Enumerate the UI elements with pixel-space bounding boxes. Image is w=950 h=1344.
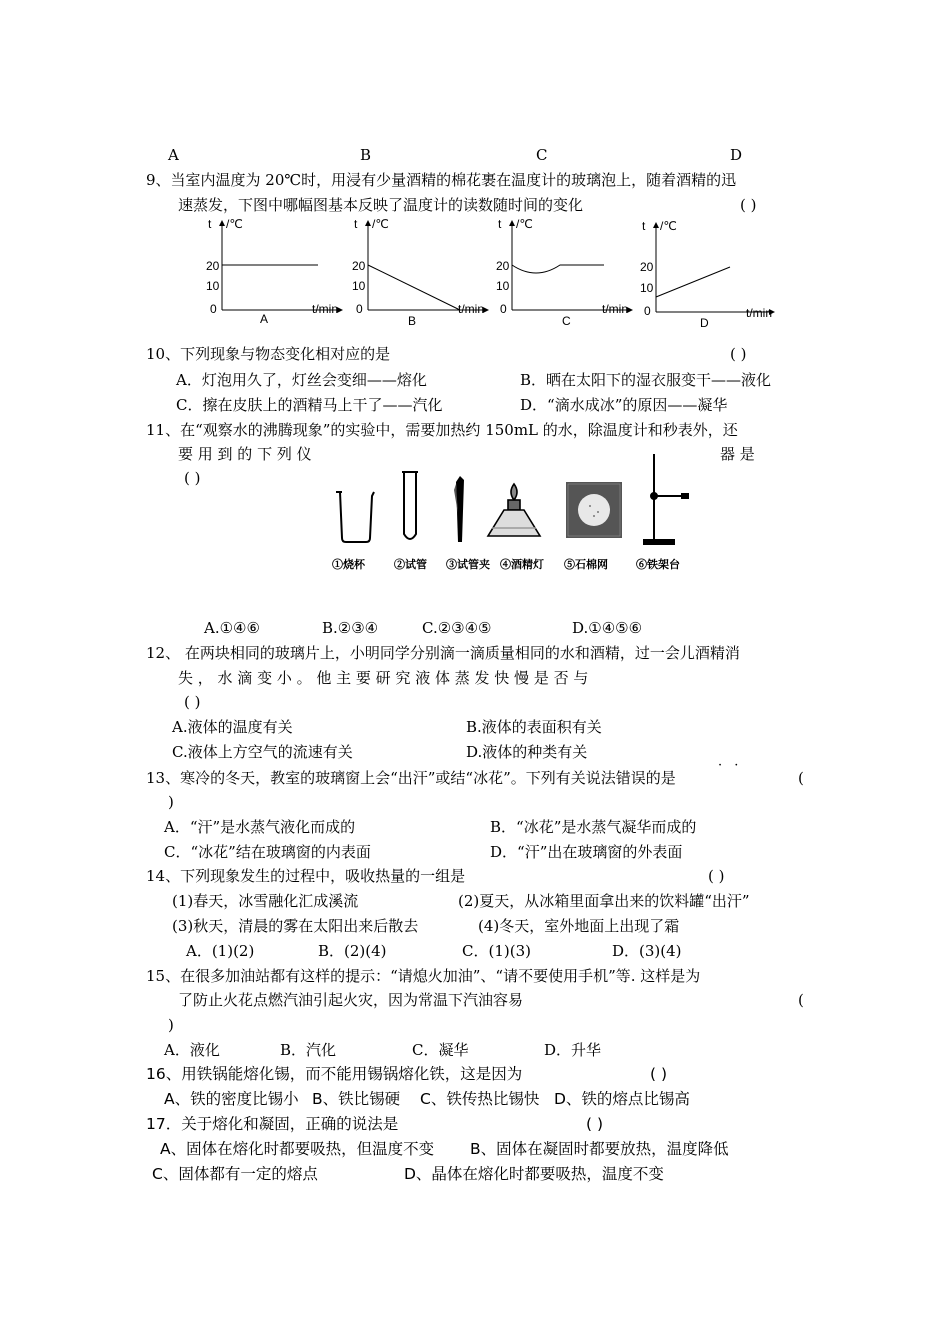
chart-c-tick-0: 0 (500, 302, 507, 316)
q12-option-b: B.液体的表面积有关 (466, 718, 602, 736)
chart-d-tick-20: 20 (640, 260, 654, 274)
chart-b-tick-20: 20 (352, 259, 366, 273)
q13-paren-close: ) (168, 793, 174, 811)
q10-option-b: B．晒在太阳下的湿衣服变干——液化 (520, 371, 772, 389)
q12-line2: 失 ， 水 滴 变 小 。 他 主 要 研 究 液 体 蒸 发 快 慢 是 否 与 (178, 669, 589, 687)
chart-d-yunit: /℃ (660, 219, 677, 233)
chart-c-yunit: /℃ (516, 217, 533, 231)
top-option-c: C (536, 146, 548, 164)
asbestos-gauze-icon (566, 482, 622, 538)
chart-b (352, 217, 486, 328)
q14-statement-1: (1)春天，冰雪融化汇成溪流 (172, 892, 359, 910)
chart-b-ylabel: t (354, 217, 358, 231)
q10-stem: 10、下列现象与物态变化相对应的是 (146, 345, 391, 363)
q16-option-d: D、铁的熔点比锡高 (554, 1090, 690, 1108)
chart-a-tick-0: 0 (210, 302, 217, 316)
q11-option-d: D.①④⑤⑥ (572, 619, 643, 637)
q16-option-a: A、铁的密度比锡小 (164, 1090, 299, 1108)
q12-option-a: A.液体的温度有关 (172, 718, 293, 736)
chart-c (496, 217, 630, 328)
q12-option-d: D.液体的种类有关 (466, 743, 588, 761)
chart-a-label: A (260, 312, 269, 326)
q9-paren: ( ) (740, 196, 757, 214)
chart-b-tick-10: 10 (352, 279, 366, 293)
q13-option-a: A．“汗”是水蒸气液化而成的 (164, 818, 356, 836)
q11-line2-left: 要 用 到 的 下 列 仪 (178, 445, 312, 463)
chart-d-tick-0: 0 (644, 304, 651, 318)
q11-option-a: A.①④⑥ (204, 619, 260, 637)
chart-b-label: B (408, 314, 417, 328)
top-option-b: B (360, 146, 372, 164)
chart-c-label: C (562, 314, 571, 328)
chart-d-xlabel: t/min (746, 306, 773, 320)
apparatus-label-3: ③试管夹 (446, 558, 490, 571)
q15-option-a: A．液化 (164, 1041, 220, 1059)
q12-option-c: C.液体上方空气的流速有关 (172, 743, 353, 761)
q14-stem: 14、下列现象发生的过程中，吸收热量的一组是 (146, 867, 466, 885)
q11-option-b: B.②③④ (322, 619, 379, 637)
q9-line2: 速蒸发，下图中哪幅图基本反映了温度计的读数随时间的变化 (178, 196, 584, 214)
apparatus-label-6: ⑥铁架台 (636, 558, 680, 571)
chart-c-xlabel: t/min (602, 302, 629, 316)
q16-paren: ( ) (650, 1065, 668, 1083)
chart-d-curve (656, 267, 730, 297)
q11-line2-right: 器 是 (720, 445, 755, 463)
chart-b-yunit: /℃ (372, 217, 389, 231)
q12-line1: 12、 在两块相同的玻璃片上，小明同学分别滴一滴质量相同的水和酒精，过一会儿酒精消 (146, 644, 740, 662)
q13-option-d: D．“汗”出在玻璃窗的外表面 (490, 843, 683, 861)
apparatus-label-2: ②试管 (394, 558, 427, 571)
chart-a-xlabel: t/min (312, 302, 339, 316)
q11-option-c: C.②③④⑤ (422, 619, 492, 637)
q10-paren: ( ) (730, 345, 747, 363)
apparatus-figure (328, 444, 708, 578)
q11-paren: ( ) (184, 469, 201, 487)
q10-option-c: C．擦在皮肤上的酒精马上干了——汽化 (176, 396, 443, 414)
q12-paren: ( ) (184, 693, 201, 711)
chart-a (206, 217, 340, 326)
q9-line1: 9、当室内温度为 20℃时，用浸有少量酒精的棉花裹在温度计的玻璃泡上，随着酒精的迅 (146, 171, 737, 189)
q17-option-d: D、晶体在熔化时都要吸热，温度不变 (404, 1165, 664, 1183)
q14-option-d: D．(3)(4) (612, 942, 682, 960)
q13-stem: 13、寒冷的冬天，教室的玻璃窗上会“出汗”或结“冰花”。下列有关说法错误的是 (146, 769, 676, 787)
q17-option-a: A、固体在熔化时都要吸热，但温度不变 (160, 1140, 435, 1158)
top-option-a: A (168, 146, 179, 164)
top-option-d: D (730, 146, 743, 164)
q15-option-c: C．凝华 (412, 1041, 469, 1059)
q15-paren-close: ) (168, 1016, 174, 1034)
q17-stem: 17．关于熔化和凝固，正确的说法是 (146, 1115, 399, 1133)
q15-option-b: B．汽化 (280, 1041, 337, 1059)
q11-line1: 11、在“观察水的沸腾现象”的实验中，需要加热约 150mL 的水，除温度计和秒表外，还 (146, 421, 738, 439)
chart-b-xlabel: t/min (458, 302, 485, 316)
q14-statement-3: (3)秋天，清晨的雾在太阳出来后散去 (172, 917, 419, 935)
q16-option-b: B、铁比锡硬 (312, 1090, 401, 1108)
beaker-icon (336, 492, 374, 542)
apparatus-label-1: ①烧杯 (332, 558, 365, 571)
q14-statement-4: (4)冬天，室外地面上出现了霜 (478, 917, 680, 935)
q15-option-d: D．升华 (544, 1041, 602, 1059)
q9-charts (0, 215, 950, 335)
chart-d-ylabel: t (642, 219, 646, 233)
chart-a-yunit: /℃ (226, 217, 243, 231)
q17-option-c: C、固体都有一定的熔点 (152, 1165, 318, 1183)
q14-paren: ( ) (708, 867, 725, 885)
q10-option-d: D．“滴水成冰”的原因——凝华 (520, 396, 728, 414)
iron-stand-icon (644, 454, 688, 544)
chart-c-curve (512, 265, 604, 273)
q16-stem: 16、用铁锅能熔化锡，而不能用锡锅熔化铁，这是因为 (146, 1065, 523, 1083)
chart-c-tick-10: 10 (496, 279, 510, 293)
test-tube-icon (402, 472, 418, 539)
q13-emphasis-dots: · · (718, 758, 743, 773)
q10-option-a: A．灯泡用久了，灯丝会变细——熔化 (176, 371, 427, 389)
q16-option-c: C、铁传热比锡快 (420, 1090, 540, 1108)
chart-c-ylabel: t (498, 217, 502, 231)
chart-b-curve (368, 265, 460, 310)
apparatus-label-5: ⑤石棉网 (564, 558, 608, 571)
chart-d-tick-10: 10 (640, 281, 654, 295)
q17-option-b: B、固体在凝固时都要放热，温度降低 (470, 1140, 729, 1158)
q15-line1: 15、在很多加油站都有这样的提示：“请熄火加油”、“请不要使用手机”等. 这样是为 (146, 967, 701, 985)
q14-option-a: A．(1)(2) (186, 942, 255, 960)
q14-option-b: B．(2)(4) (318, 942, 387, 960)
chart-a-ylabel: t (208, 217, 212, 231)
chart-d (640, 219, 772, 330)
alcohol-lamp-icon (488, 484, 540, 536)
q13-option-c: C．“冰花”结在玻璃窗的内表面 (164, 843, 371, 861)
test-tube-clamp-icon (454, 476, 464, 542)
q13-option-b: B．“冰花”是水蒸气凝华而成的 (490, 818, 697, 836)
chart-c-tick-20: 20 (496, 259, 510, 273)
q14-option-c: C．(1)(3) (462, 942, 531, 960)
q15-line2: 了防止火花点燃汽油引起火灾，因为常温下汽油容易 (178, 991, 524, 1009)
q13-paren-open: ( (798, 769, 804, 787)
chart-b-tick-0: 0 (356, 302, 363, 316)
q14-statement-2: (2)夏天，从冰箱里面拿出来的饮料罐“出汗” (458, 892, 750, 910)
q17-paren: ( ) (586, 1115, 604, 1133)
chart-a-tick-10: 10 (206, 279, 220, 293)
chart-d-label: D (700, 316, 709, 330)
q15-paren-open: ( (798, 991, 804, 1009)
apparatus-label-4: ④酒精灯 (500, 558, 544, 571)
chart-a-tick-20: 20 (206, 259, 220, 273)
